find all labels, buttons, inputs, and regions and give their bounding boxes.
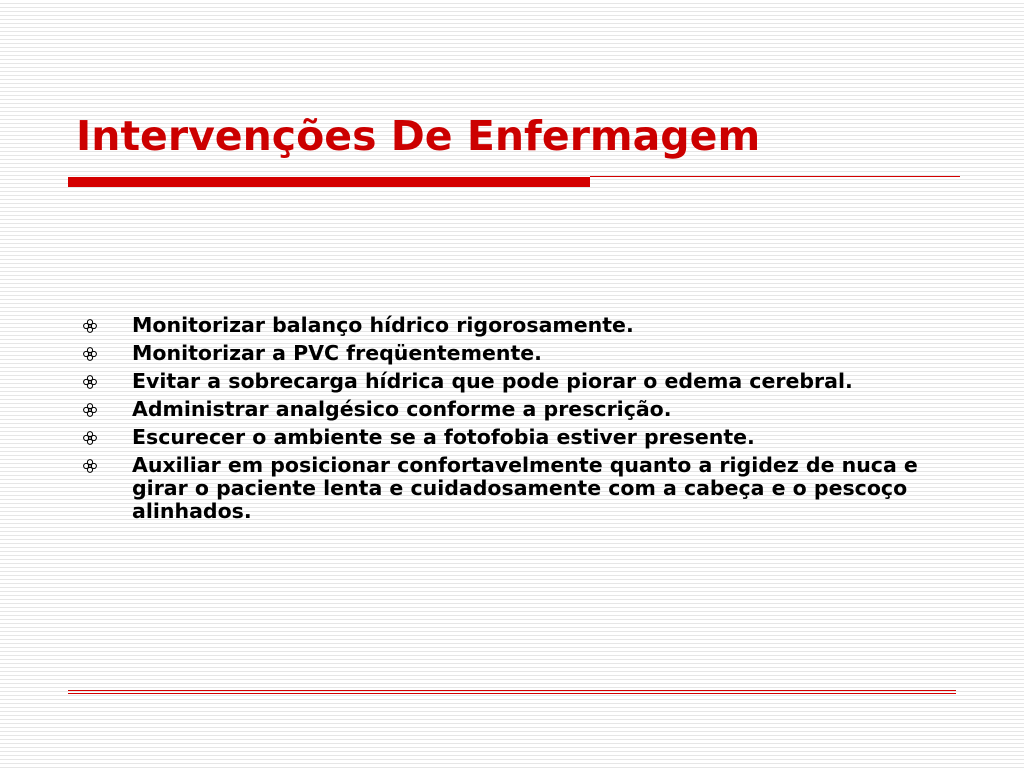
bullet-item [80, 342, 960, 365]
flower-bullet-icon [82, 346, 98, 362]
bullet-text: Evitar a sobrecarga hídrica que pode piorar o edema cerebral. [132, 369, 853, 393]
bullet-item [80, 370, 960, 393]
bullet-item [80, 454, 960, 523]
title-underline-thin [590, 176, 960, 177]
bullet-text: Monitorizar balanço hídrico rigorosamente. [132, 313, 634, 337]
flower-bullet-icon [82, 374, 98, 390]
flower-bullet-icon [82, 402, 98, 418]
footer-rule [68, 690, 956, 694]
bullet-item [80, 398, 960, 421]
bullet-text: Auxiliar em posicionar confortavelmente quanto a rigidez de nuca e girar o paciente lenta e cuidadosamente com a cabeça e o pescoço alinhados. [132, 453, 918, 523]
flower-bullet-icon [82, 318, 98, 334]
bullet-list [80, 314, 960, 528]
bullet-item [80, 426, 960, 449]
flower-bullet-icon [82, 458, 98, 474]
flower-bullet-icon [82, 430, 98, 446]
slide-title: Intervenções De Enfermagem [76, 112, 761, 160]
bullet-item [80, 314, 960, 337]
title-underline-thick [68, 177, 590, 187]
bullet-text: Escurecer o ambiente se a fotofobia estiver presente. [132, 425, 755, 449]
bullet-text: Monitorizar a PVC freqüentemente. [132, 341, 542, 365]
bullet-text: Administrar analgésico conforme a prescrição. [132, 397, 672, 421]
